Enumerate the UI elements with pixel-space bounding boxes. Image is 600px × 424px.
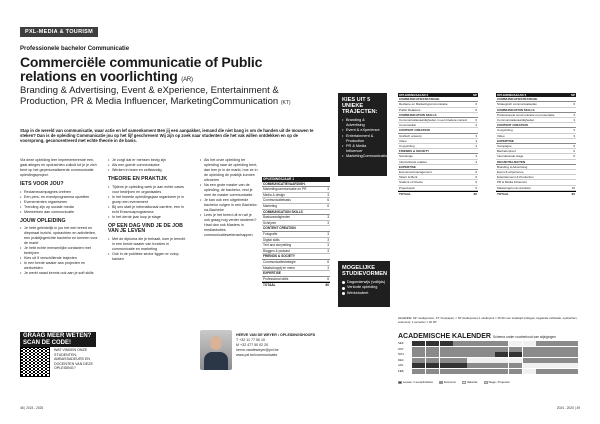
study-form-label: Werkstudent <box>347 290 369 295</box>
calendar-cell <box>550 363 563 368</box>
track-item: • MarketingCommunication <box>342 154 383 159</box>
col1-paragraph: Via deze opleiding leer impementerende een, gaat atleges en opdrachten zulkult tot je je zich bent op het gepersonaliseerde communicatie opleidingsproject. <box>20 158 97 177</box>
calendar-cell <box>426 369 439 374</box>
course-name: Entertainment & Production <box>497 175 534 180</box>
list-item: • Kies uit 5 verschillende trajecten <box>20 256 100 261</box>
list-item: • Werken in team en zelfstandig <box>108 168 188 173</box>
course-credits: 3 <box>573 112 575 117</box>
table-section: CONTENT CREATION <box>496 123 576 128</box>
list-item: • Na een grote master van de opleiding, de bachelor, vind je mee de master communicatie <box>200 183 258 198</box>
calendar-cell <box>550 352 563 357</box>
calendar-cell <box>564 352 577 357</box>
course-name: Communicatiebasis <box>263 198 291 203</box>
calendar-cell <box>481 358 494 363</box>
calendar-cell <box>495 358 508 363</box>
calendar-cell <box>453 363 466 368</box>
calendar-cell <box>564 363 577 368</box>
page-subtitle <box>20 86 320 108</box>
course-credits: 6 <box>475 175 477 180</box>
calendar-cell <box>481 352 494 357</box>
calendar-cell <box>426 363 439 368</box>
contact-photo <box>200 330 232 370</box>
header-value: SP <box>570 93 575 97</box>
title-main: Commerciële communicatie of Public relations en voorlichting <box>20 54 263 84</box>
calendar-cell <box>509 352 522 357</box>
course-name: Copywriting <box>497 128 513 133</box>
calendar-cell <box>550 341 563 346</box>
list-item: • Evenementen organiseren <box>20 200 100 205</box>
course-name: Sociologie <box>399 154 413 159</box>
tracks-box <box>338 93 390 176</box>
calendar-cell <box>426 352 439 357</box>
track-item: • Event & eXperience <box>342 128 383 133</box>
photo-head <box>210 336 222 350</box>
table-total <box>398 191 478 196</box>
calendar-month: JAN <box>398 363 404 368</box>
contact-mobile[interactable]: M +32 477 50 02 20 <box>236 343 269 347</box>
course-credits: 3 <box>327 248 329 253</box>
table-section: EXPERTISE <box>262 271 330 277</box>
legend-label: Examens <box>444 380 456 385</box>
calendar-cell <box>440 347 453 352</box>
list-item: • In een brede waaier aan projecten en werkvelden <box>20 261 100 271</box>
calendar-cell <box>523 358 536 363</box>
list-item: • Je zorgt dat er mensen bezig zijn <box>108 158 188 163</box>
column-3 <box>200 158 258 238</box>
course-name: Strategisch communicatieplan <box>497 102 538 107</box>
calendar-cell <box>467 347 480 352</box>
course-credits: 3 <box>327 243 329 248</box>
course-name: Professionele communicatie en presentatie <box>497 112 555 117</box>
course-credits: 6 <box>475 185 477 190</box>
study-forms-box <box>338 261 390 307</box>
bullet-icon <box>342 287 345 290</box>
total-value: 60 <box>325 283 329 288</box>
header-value: SP <box>472 93 477 97</box>
course-name: Digital skills <box>263 237 280 242</box>
course-name: Reclame en Marketingcommunicatie <box>399 102 448 107</box>
table-section: EXPERTISE <box>398 165 478 170</box>
legend-label: Stage / Projecten <box>488 380 510 385</box>
iets-list <box>20 190 100 215</box>
calendar-cell <box>509 341 522 346</box>
subtitle-abbr: (KT) <box>280 99 291 106</box>
calendar-cell <box>536 363 549 368</box>
calendar-cell <box>481 347 494 352</box>
calendar-cell <box>453 341 466 346</box>
list-item: • Als een goede communicator <box>108 163 188 168</box>
calendar-month: FEB <box>398 368 404 373</box>
calendar-cell <box>495 352 508 357</box>
course-credits: 6 <box>327 203 329 208</box>
legend-swatch <box>398 381 402 384</box>
calendar-row <box>398 363 578 368</box>
bullet-icon <box>342 281 345 284</box>
course-name: Event & eXperience <box>497 170 524 175</box>
total-value: 60 <box>571 191 575 196</box>
table-section: COMMUNICATION SKILLS <box>262 210 330 216</box>
list-item: • Lees je het breed uit en wil je ook graag nog verder studeren? Haal dan ook Masters in mediastudies communicatiewetenschappen <box>200 213 258 238</box>
calendar-cell <box>481 363 494 368</box>
study-form-label: Dagonderwijs (voltijds) <box>347 280 386 284</box>
course-name: Communicatievaardigheden in een bredere context <box>399 118 468 123</box>
calendar-cell <box>467 352 480 357</box>
table-section: EXPERTISE <box>496 139 576 144</box>
bullet-icon <box>342 292 345 295</box>
course-credits: 3 <box>573 133 575 138</box>
calendar-cell <box>453 358 466 363</box>
page-title <box>20 55 320 87</box>
calendar-cell <box>536 358 549 363</box>
calendar-cell <box>453 347 466 352</box>
calendar-cell <box>412 369 425 374</box>
study-form-item <box>342 291 386 296</box>
header-label: OPLEIDINGSJAAR 2 <box>399 93 429 97</box>
year1-header: OPLEIDINGSJAAR 1 <box>262 177 330 182</box>
calendar-cell <box>550 369 563 374</box>
calendar-month: SEP <box>398 341 404 345</box>
list-item: • Je werkt naast kennis ook aan je soft skills <box>20 271 100 276</box>
calendar-cell <box>467 341 480 346</box>
course-name: MarketingCommunication <box>497 185 532 190</box>
calendar-cell <box>453 369 466 374</box>
course-credits: 3 <box>327 215 329 220</box>
course-name: Professional skills <box>263 276 289 281</box>
calendar-cell <box>440 341 453 346</box>
course-name: Media & design <box>263 192 285 197</box>
table-total <box>262 282 330 288</box>
list-item: • Tijdens je opleiding werk je aan echte cases voor bedrijven en organisaties <box>108 185 188 195</box>
list-item: • Trending zijn op sociale media <box>20 205 100 210</box>
course-name: Bachelorproef <box>497 149 516 154</box>
calendar-cell <box>467 358 480 363</box>
theorie-list <box>108 185 188 220</box>
calendar-cell <box>550 358 563 363</box>
op-list <box>108 237 188 262</box>
calendar-cell <box>495 369 508 374</box>
course-name: Evenementmanagement <box>399 170 432 175</box>
tracks-title: KIES UIT 5 UNIEKE TRAJECTEN: <box>342 97 378 115</box>
total-value: 60 <box>473 191 477 196</box>
calendar-cell <box>523 352 536 357</box>
calendar-cell <box>426 358 439 363</box>
course-credits: 3 <box>475 154 477 159</box>
course-credits: 3 <box>327 237 329 242</box>
course-credits: 15 <box>571 185 575 190</box>
calendar-cell <box>523 363 536 368</box>
course-name: Fotografie <box>263 231 278 236</box>
calendar-cell <box>467 363 480 368</box>
course-name: Public Relations <box>399 107 421 112</box>
course-credits: 3 <box>475 138 477 143</box>
table-section: CONTENT CREATION <box>262 226 330 232</box>
more-info-heading: GRAAG MEER WETEN? SCAN DE CODE! <box>20 332 96 347</box>
table-section: COMMUNICATION SKILLS <box>398 113 478 118</box>
jouw-list <box>20 226 100 276</box>
course-credits: 3 <box>327 192 329 197</box>
course-credits: 6 <box>475 180 477 185</box>
calendar-row <box>398 358 578 363</box>
calendar-month: NOV <box>398 352 405 357</box>
study-forms-title: MOGELIJKE STUDIEVORMEN <box>342 265 388 277</box>
table-section: COMMUNICATIEVAARDIGH. <box>262 182 330 188</box>
calendar-legend-item <box>439 381 456 385</box>
table-section: COMMUNICATION SKILLS <box>496 108 576 113</box>
table-section: COMMUNICATIESTRATEGIE <box>398 97 478 102</box>
calendar-title <box>398 333 556 340</box>
list-item: • Meewerken aan communicatie <box>20 210 100 215</box>
course-credits: 6 <box>573 102 575 107</box>
heading-theorie: THEORIE EN PRAKTIJK <box>108 176 168 182</box>
year2-table <box>398 93 478 196</box>
table-section: COMMUNICATIESTRATEGIE <box>496 97 576 102</box>
legend-swatch <box>462 381 466 384</box>
calendar-cell <box>509 369 522 374</box>
footer-right: 2024 - 2025 | 49 <box>556 406 580 410</box>
course-name: Bloggen & podcast <box>263 248 290 253</box>
calendar-cell <box>536 352 549 357</box>
calendar-cell <box>412 347 425 352</box>
list-item: • Bij ons start je internationaal carrière, een in echt Erasmusprogramma <box>108 205 188 215</box>
calendar-cell <box>426 341 439 346</box>
list-item: • In het tweede opleidingsjaar organiseer je in groep een evenement <box>108 195 188 205</box>
study-form-label: Verkorte opleiding <box>347 285 378 290</box>
calendar-cell <box>495 347 508 352</box>
list-item: • Je hebt geleidelijk in jou het een breed en diepmaat inzicht- opdrachten en activiteiten, een praktijkgerichte bachelor en kennen voor de markt <box>20 226 100 246</box>
calendar-cell <box>495 341 508 346</box>
intro-paragraph: Stap in de wereld van communicatie, waar actie en lef samenkomen! Ben jij een aanpakker, iemand die niet bang is om de handen uit de mouwen te steken? Dan is de opleiding Communicatie jou op het lijf geschreven! Wij zijn op zoek naar studenten die het vak willen ontdekken en op de voorsprong, geconcentreerd met echte theorie in de basis. <box>20 128 314 144</box>
calendar-title-main: ACADEMISCHE KALENDER <box>398 333 491 340</box>
footer-left: 48 | 2024 - 2025 <box>20 406 44 410</box>
calendar-cell <box>523 341 536 346</box>
course-name: Projectwerk <box>399 185 415 190</box>
column-1 <box>20 158 100 276</box>
course-credits: 3 <box>475 144 477 149</box>
legend-swatch <box>484 381 488 384</box>
calendar-cell <box>481 369 494 374</box>
calendar-cell <box>426 347 439 352</box>
calendar-legend-item <box>462 381 478 385</box>
calendar-row <box>398 347 578 352</box>
calendar-cell <box>509 363 522 368</box>
course-name: Text and storytelling <box>263 243 292 248</box>
col3-list <box>200 158 258 238</box>
course-credits: 3 <box>573 118 575 123</box>
course-name: Basisvaardigheden <box>263 215 291 220</box>
calendar-cell <box>536 347 549 352</box>
calendar-cell <box>536 341 549 346</box>
calendar-cell <box>523 369 536 374</box>
course-name: Talent & Merk <box>399 175 418 180</box>
calendar-legend-item <box>484 381 510 385</box>
calendar-cell <box>440 363 453 368</box>
course-credits: 6 <box>475 102 477 107</box>
column-2 <box>108 158 188 262</box>
course-name: Internationale stage <box>497 154 524 159</box>
course-credits: 3 <box>475 133 477 138</box>
course-name: Video <box>497 133 505 138</box>
academic-calendar <box>398 341 578 375</box>
course-credits: 3 <box>327 231 329 236</box>
calendar-legend-item <box>398 381 433 385</box>
course-name: Crossmedial <box>399 123 416 128</box>
total-label: TOTAAL <box>497 191 509 196</box>
header-label: OPLEIDINGSJAAR 3 <box>497 93 527 97</box>
course-name: Marketingcommunicatie en PR <box>263 187 307 192</box>
track-item: • Entertainment & Production <box>342 134 383 144</box>
calendar-cell <box>550 347 563 352</box>
table-section: KEUZETRAJECTEN <box>496 160 576 165</box>
course-name: Communicatiestrategie <box>263 259 296 264</box>
calendar-cell <box>440 358 453 363</box>
list-item: • Je hebt echte mensenlijke contacten met bedrijven <box>20 246 100 256</box>
course-name: Grafisch ontwerp <box>399 133 422 138</box>
calendar-cell <box>440 369 453 374</box>
calendar-cell <box>440 352 453 357</box>
course-credits: 6 <box>475 107 477 112</box>
total-label: TOTAAL <box>399 191 411 196</box>
calendar-month: DEC <box>398 357 404 362</box>
calendar-cell <box>523 347 536 352</box>
course-name: Marketing <box>263 203 277 208</box>
list-item: • Als het onze opleiding ter opleiding naar de opleiding bent, dan ben je in de markt, hoe ze in de opleiding de praktijk kunnen uitvoeren <box>200 158 258 183</box>
course-credits: 3 <box>475 123 477 128</box>
course-name: Communicatievaardigheden <box>497 118 535 123</box>
calendar-legend <box>398 381 578 385</box>
calendar-cell <box>412 363 425 368</box>
list-item: • Reclamecampagnes creëren <box>20 190 100 195</box>
year3-table <box>496 93 576 196</box>
tracks-list <box>342 118 390 160</box>
list-item: • Je kan ook een uitgebreide bachelor volgen in een Bachelor-na-Bachelor <box>200 198 258 213</box>
track-item: • PR & Media Influencer <box>342 144 383 154</box>
calendar-cell <box>453 352 466 357</box>
course-credits: 6 <box>573 144 575 149</box>
calendar-month: OKT <box>398 346 404 351</box>
calendar-cell <box>481 341 494 346</box>
top-list <box>108 158 188 173</box>
course-name: Maatschappij en mens <box>263 265 295 270</box>
calendar-subtitle: Schema onder voorbehoud van wijzigingen <box>492 335 556 339</box>
contact-email[interactable]: herve.vandeweyer@pxl.be <box>236 348 279 352</box>
course-name: Campagne <box>497 144 512 149</box>
calendar-cell <box>467 369 480 374</box>
course-credits: 3 <box>573 128 575 133</box>
heading-op-een-dag: OP EEN DAG VIND JE DE JOB VAN JE LEVEN <box>108 222 183 235</box>
list-item: • Met de diploma die je behaalt, kom je terecht in een brede waaier van functies in communicatie en marketing <box>108 237 188 252</box>
calendar-row <box>398 341 578 346</box>
qr-caption: WAT VINDEN ONZE STUDENTEN, AMBASSADEURS EN DOCENTEN VAN DEZE OPLEIDING? <box>54 348 93 371</box>
calendar-cell <box>509 358 522 363</box>
title-abbr: (AR) <box>181 77 193 83</box>
contact-phone[interactable]: T +32 11 77 50 10 <box>236 338 265 342</box>
heading-jouw-opleiding: JOUW OPLEIDING <box>20 217 66 224</box>
calendar-cell <box>412 358 425 363</box>
total-label: TOTAAL <box>263 283 276 288</box>
table-section: CONTENT CREATION <box>398 128 478 133</box>
course-credits: 6 <box>475 170 477 175</box>
course-credits: 6 <box>475 118 477 123</box>
course-credits: 3 <box>327 220 329 225</box>
list-item: • Ook in de publieke sector liggen er volop kansen <box>108 252 188 262</box>
course-credits: 6 <box>573 154 575 159</box>
course-credits: 6 <box>573 149 575 154</box>
heading-iets-voor-jou: IETS VOOR JOU? <box>20 181 64 187</box>
course-credits: 3 <box>327 265 329 270</box>
calendar-cell <box>509 347 522 352</box>
course-credits: 3 <box>475 159 477 164</box>
calendar-cell <box>564 358 577 363</box>
calendar-cell <box>536 369 549 374</box>
calendar-cell <box>564 347 577 352</box>
year1-table <box>262 177 330 288</box>
list-item: • In het derde jaar loop je stage <box>108 215 188 220</box>
course-name: Interculturele relaties <box>399 159 427 164</box>
course-name: PR & Media Influencer <box>497 180 528 185</box>
photo-body <box>204 352 228 370</box>
qr-code-icon[interactable] <box>20 347 50 377</box>
course-name: Schrijven <box>263 220 277 225</box>
calendar-cell <box>564 369 577 374</box>
calendar-cell <box>412 341 425 346</box>
contact-web[interactable]: www.pxl.be/communicatie <box>236 353 278 357</box>
programme-kicker: Professionele bachelor Communicatie <box>20 46 130 52</box>
course-name: Copywriting <box>399 144 415 149</box>
calendar-row <box>398 369 578 374</box>
course-credits: 6 <box>327 198 329 203</box>
list-item: • Een pers- en eventprogramma opzetten <box>20 195 100 200</box>
table-section: FRIENDS & SOCIETY <box>398 149 478 154</box>
course-credits: 6 <box>327 259 329 264</box>
course-name: Video <box>399 138 407 143</box>
legend-text: LEGENDE: SP: studiepunten, KT: Kuulpapier, = SP studiepunten 1 studiepunt = 25-30 uren studietijd (colleges, begeleide zelfstudie, opdrachten, examens); 1 semester = 30 SP <box>398 316 578 324</box>
subtitle-main: Branding & Advertising, Event & eXperience, Entertainment & Production, PR & Media Influencer, MarketingCommunication <box>20 85 279 107</box>
table-section: FRIENDS & SOCIETY <box>262 254 330 260</box>
contact-block <box>236 333 332 358</box>
course-name: Branding & Advertising <box>497 164 528 169</box>
calendar-cell <box>495 363 508 368</box>
legend-label: Lessen / Leeractiviteiten <box>403 380 434 385</box>
course-credits: 3 <box>327 187 329 192</box>
legend-swatch <box>439 381 443 384</box>
course-credits: 6 <box>327 276 329 281</box>
calendar-row <box>398 352 578 357</box>
category-tag: PXL-MEDIA & TOURISM <box>20 27 98 37</box>
calendar-cell <box>564 341 577 346</box>
contact-name: HERVE VAN DE WEYER • OPLEIDINGSHOOFD <box>236 333 316 337</box>
course-name: Student of Choice <box>399 180 423 185</box>
legend-label: Vakantie <box>466 380 478 385</box>
calendar-cell <box>412 352 425 357</box>
track-item: • Branding & Advertising <box>342 118 383 128</box>
table-total <box>496 191 576 196</box>
